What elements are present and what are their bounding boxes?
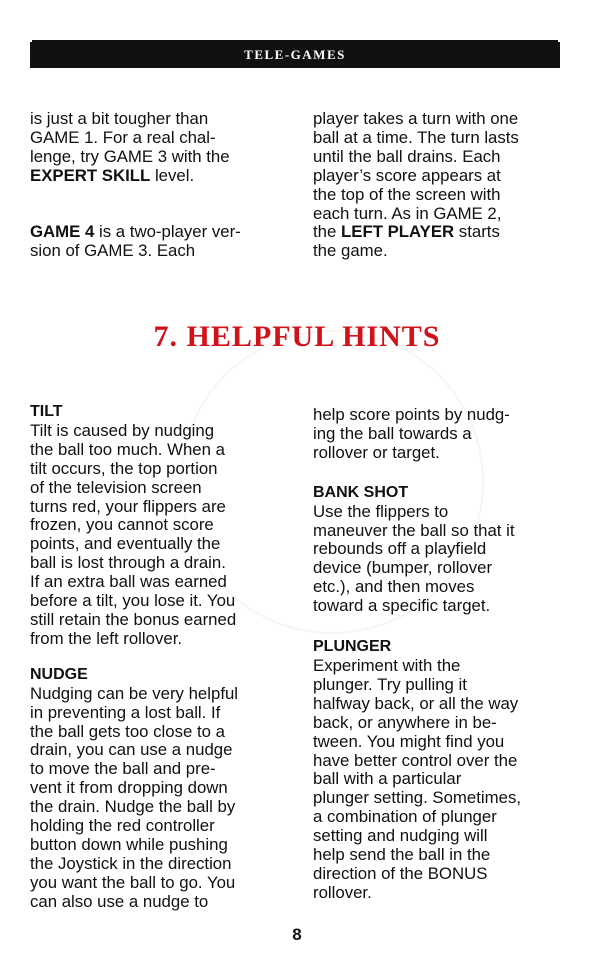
bold-term: EXPERT SKILL <box>30 165 151 185</box>
text-line: holding the red controller <box>30 816 215 836</box>
text-line: If an extra ball was earned <box>30 572 227 592</box>
text-line: the game. <box>313 241 388 261</box>
text-line <box>30 223 275 242</box>
text-line: tilt occurs, the top portion <box>30 458 218 478</box>
text-line: back, or anywhere in be- <box>313 712 497 732</box>
text-line: GAME 1. For a real chal- <box>30 127 216 147</box>
text-line: lenge, try GAME 3 with the <box>30 146 230 166</box>
text-line: etc.), and then moves <box>313 577 475 597</box>
text-line: Experiment with the <box>313 655 461 675</box>
text-line: rollover. <box>313 882 372 902</box>
text-line: of the television screen <box>30 477 202 497</box>
text-line: button down while pushing <box>30 834 228 854</box>
text-line: vent it from dropping down <box>30 778 228 798</box>
text-line: points, and eventually the <box>30 534 221 554</box>
hints-right-column <box>313 406 568 903</box>
text-fragment: starts <box>454 222 500 242</box>
bold-term: GAME 4 <box>30 221 95 241</box>
text-line: sion of GAME 3. Each <box>30 240 196 260</box>
bold-term: LEFT PLAYER <box>341 222 455 242</box>
text-line: plunger setting. Sometimes, <box>313 788 522 808</box>
text-line: in preventing a lost ball. If <box>30 702 221 722</box>
text-line: is just a bit tougher than <box>30 109 209 128</box>
text-fragment: is a two-player ver- <box>94 221 241 241</box>
text-line: each turn. As in GAME 2, <box>313 203 502 223</box>
text-line <box>313 223 568 242</box>
text-fragment: level. <box>150 165 195 185</box>
text-line: still retain the bonus earned <box>30 609 237 629</box>
text-line: help send the ball in the <box>313 845 491 865</box>
text-line: until the ball drains. Each <box>313 146 501 166</box>
text-line: ball at a time. The turn lasts <box>313 127 519 147</box>
plunger-heading: PLUNGER <box>313 638 392 656</box>
text-line: halfway back, or all the way <box>313 693 519 713</box>
text-line: the drain. Nudge the ball by <box>30 797 236 817</box>
text-line: can also use a nudge to <box>30 891 209 911</box>
text-line: frozen, you cannot score <box>30 515 214 535</box>
text-line: the ball gets too close to a <box>30 721 225 741</box>
text-line: before a tilt, you lose it. You <box>30 591 236 611</box>
text-line: help score points by nudg- <box>313 405 510 424</box>
text-line: plunger. Try pulling it <box>313 674 467 694</box>
text-line: ball with a particular <box>313 769 462 789</box>
text-line: Use the flippers to <box>313 501 449 521</box>
text-line: the ball too much. When a <box>30 439 225 459</box>
text-line: Nudging can be very helpful <box>30 683 239 703</box>
text-line: rollover or target. <box>313 442 440 462</box>
header-banner <box>30 42 560 68</box>
text-line: player takes a turn with one <box>313 109 519 128</box>
spacer <box>30 186 275 223</box>
nudge-heading: NUDGE <box>30 665 88 683</box>
text-line: from the left rollover. <box>30 628 183 648</box>
text-line: device (bumper, rollover <box>313 558 493 578</box>
text-line: ing the ball towards a <box>313 423 472 443</box>
text-line: rebounds off a playfield <box>313 539 487 559</box>
spacer <box>30 649 275 666</box>
text-line: maneuver the ball so that it <box>313 520 515 540</box>
top-right-column <box>313 110 568 261</box>
bank-shot-heading: BANK SHOT <box>313 483 409 501</box>
spacer <box>313 616 568 638</box>
top-left-column <box>30 110 275 260</box>
text-fragment: the <box>313 222 341 242</box>
text-line: drain, you can use a nudge <box>30 740 233 760</box>
text-line: you want the ball to go. You <box>30 872 236 892</box>
text-line: turns red, your flippers are <box>30 496 226 516</box>
page-number: 8 <box>292 925 302 944</box>
text-line: have better control over the <box>313 750 518 770</box>
text-line: tween. You might find you <box>313 731 505 751</box>
banner-title: TELE-GAMES <box>244 47 346 62</box>
text-line: direction of the BONUS <box>313 863 488 883</box>
text-line: the top of the screen with <box>313 184 501 204</box>
text-line <box>30 167 275 186</box>
text-line: ball is lost through a drain. <box>30 553 226 573</box>
tilt-heading: TILT <box>30 403 63 420</box>
text-line: a combination of plunger <box>313 807 497 827</box>
text-line: Tilt is caused by nudging <box>30 420 215 440</box>
text-line: to move the ball and pre- <box>30 759 216 779</box>
spacer <box>313 463 568 484</box>
section-title: 7. HELPFUL HINTS <box>153 320 441 353</box>
text-line: setting and nudging will <box>313 826 488 846</box>
text-line: toward a specific target. <box>313 596 491 616</box>
text-line: player’s score appears at <box>313 165 501 185</box>
text-line: the Joystick in the direction <box>30 853 232 873</box>
hints-left-column <box>30 403 275 912</box>
